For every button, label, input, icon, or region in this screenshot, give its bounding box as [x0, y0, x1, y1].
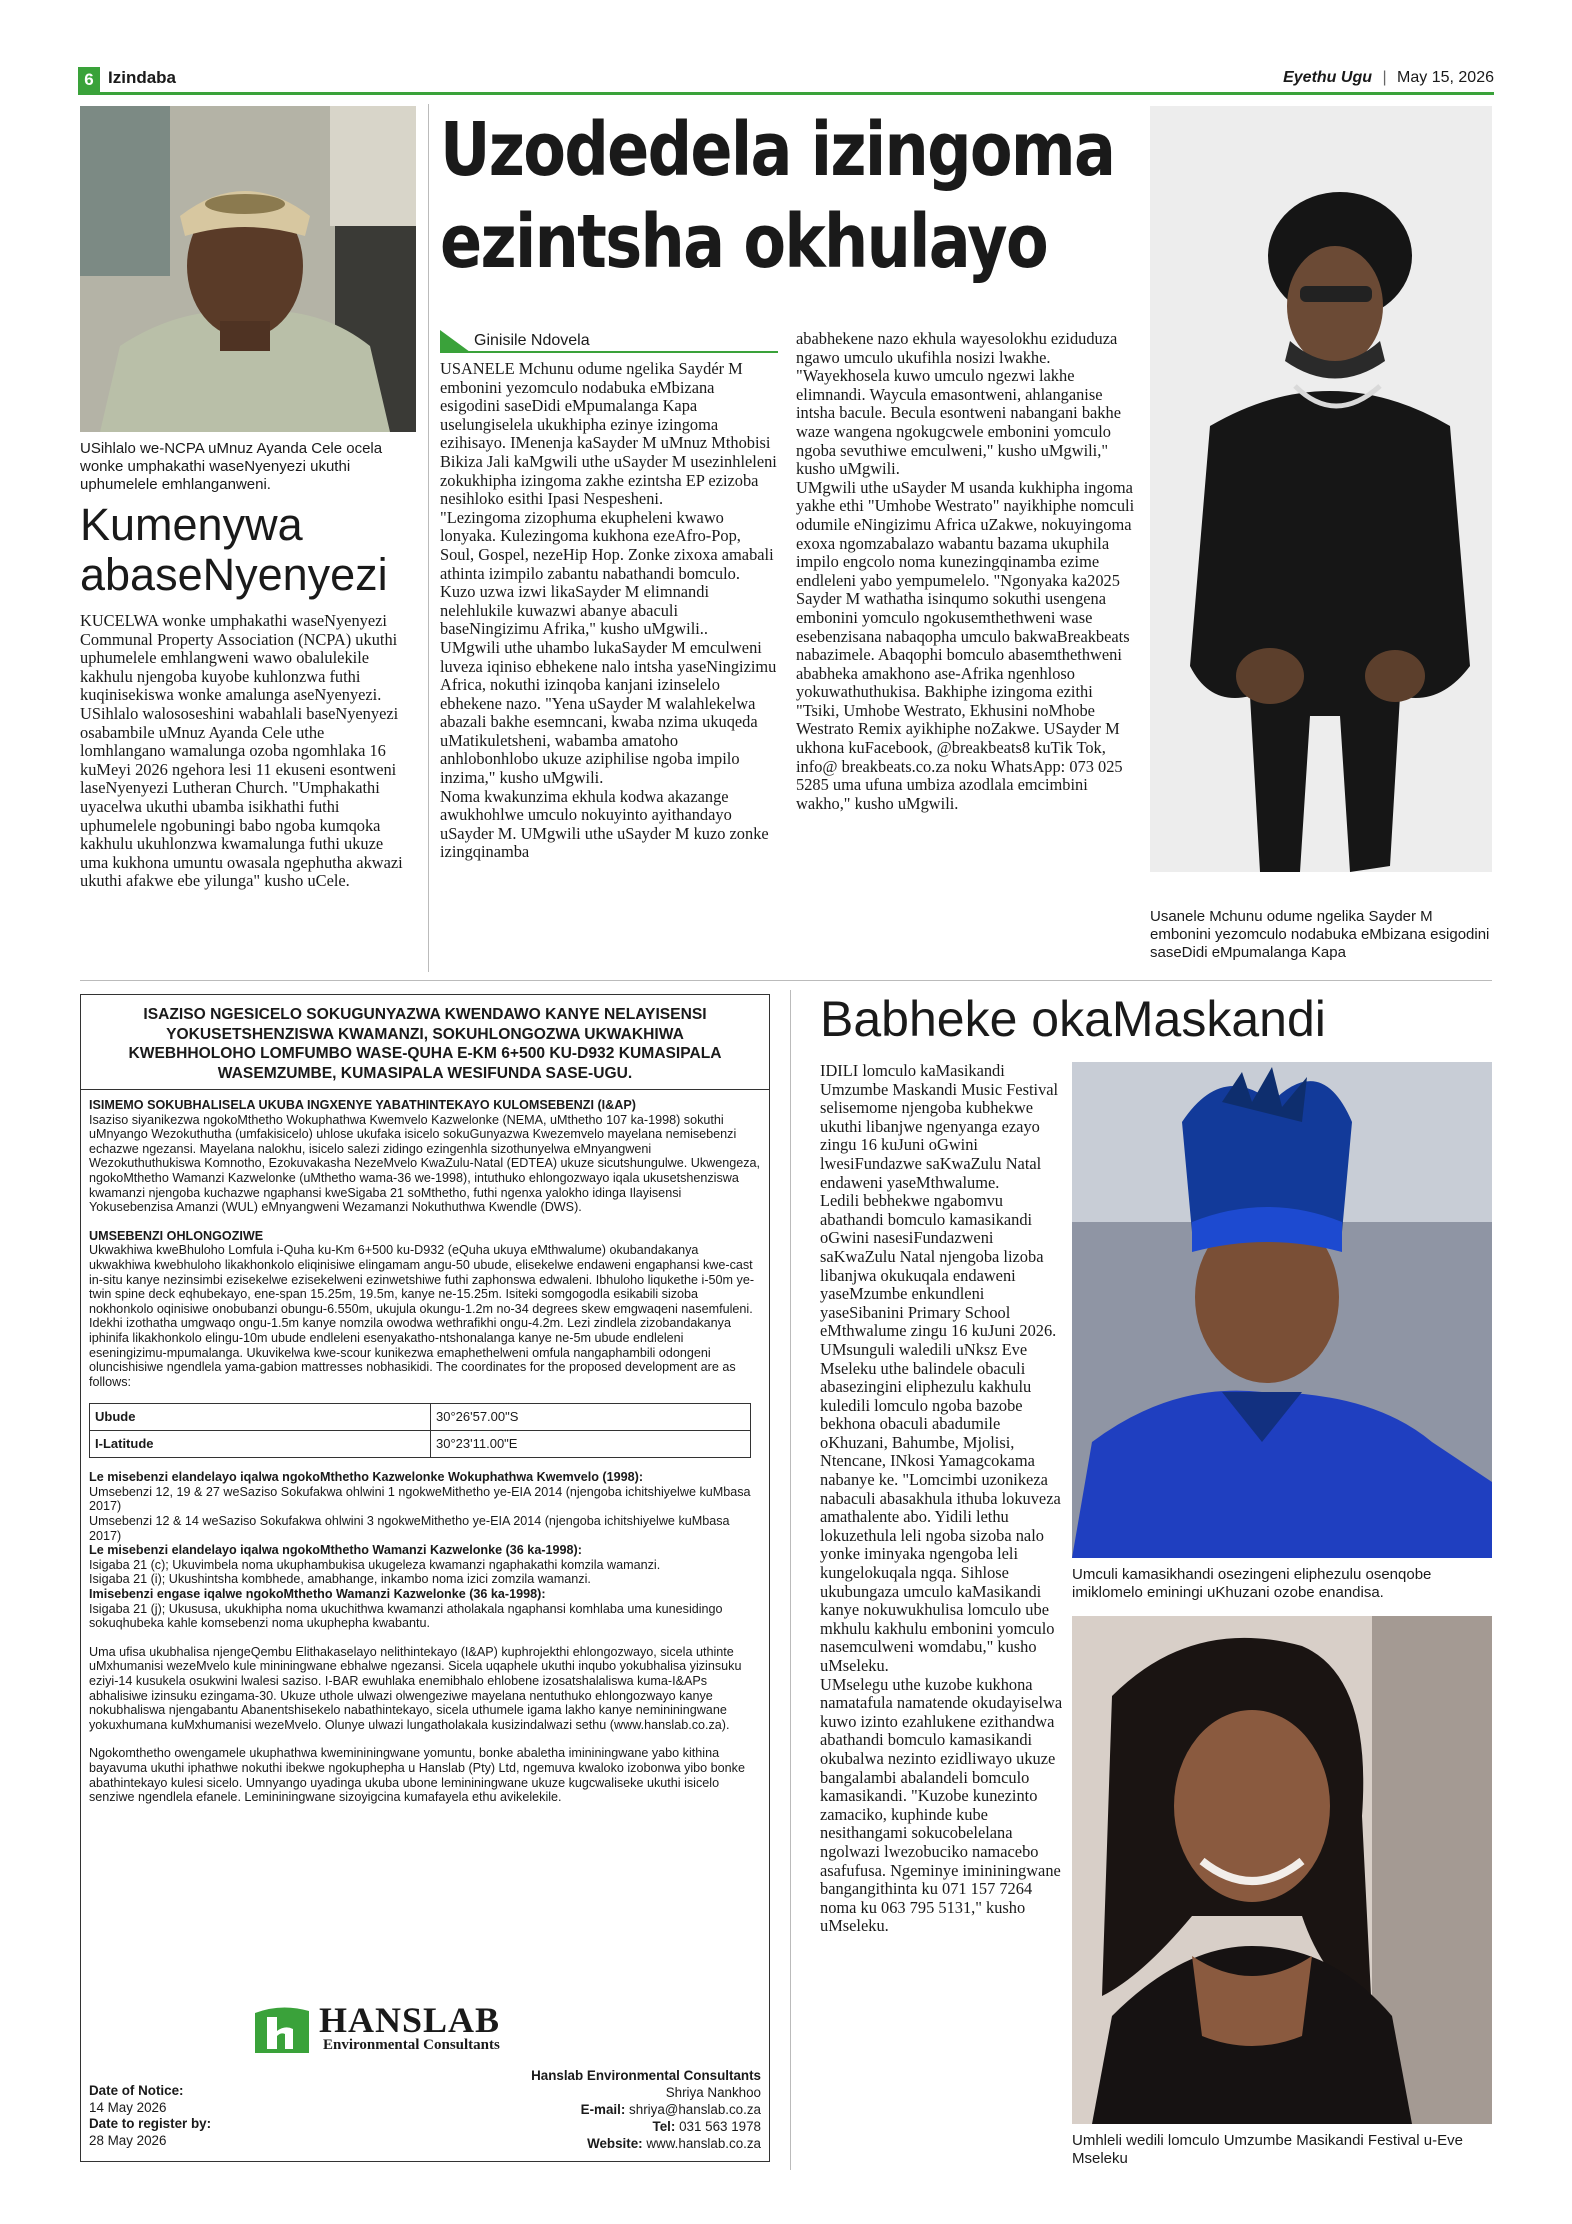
hanslab-logo-name: HANSLAB	[319, 2000, 501, 2040]
coordinates-row	[90, 1431, 751, 1458]
notice-box	[80, 994, 770, 2162]
coordinates-row	[90, 1404, 751, 1431]
byline: Ginisile Ndovela	[474, 332, 590, 349]
maskandi-headline: Babheke okaMaskandi	[820, 991, 1326, 1047]
hanslab-logo-tagline: Environmental Consultants	[323, 2037, 500, 2053]
hanslab-logo	[251, 2001, 571, 2059]
notice-heading-nema-activities: Le misebenzi elandelayo iqalwa ngokoMthetho Kazwelonke Wokuphathwa Kwemvelo (1998):	[89, 1470, 644, 1485]
coordinate-value: 30°23'11.00"E	[431, 1431, 751, 1458]
left-story-body: KUCELWA wonke umphakathi waseNyenyezi Communal Property Association (NCPA) ukuthi uphumelele emhlangweni wawo obalulekile kakhulu njengoba kuyobe kuhlonzwa futhi kuqinisekiswa wonke amalunga aseNyenyezi. USihlalo walososeshini wabahlali baseNyenyezi osabambile uMnuz Ayanda Cele uthe lomhlangano wamalunga ozoba ngomhlaka 16 kuMeyi 2026 ngehora lesi 11 ekuseni esontweni laseNyenyezi Lutheran Church. "Umphakathi uyacelwa ukuthi ubamba isikhathi futhi uphumelele ngobuningi babo ngoba kumqoka kakhulu ukuhlonzwa kwamalunga futhi ukuze uma kukhona umuntu owasala ngephutha akwazi ukuthi afakwe ebe yilunga" kusho uCele.	[80, 611, 403, 891]
column-divider-1	[428, 104, 429, 972]
horizontal-divider	[80, 980, 1492, 981]
tel-value: 031 563 1978	[679, 2119, 761, 2134]
khuzani-photo-caption: Umculi kamasikhandi osezingeni eliphezulu osenqobe imiklomelo eminingi uKhuzani ozobe enandisa.	[1072, 1566, 1432, 1601]
website-value: www.hanslab.co.za	[646, 2136, 761, 2151]
publication-date	[1283, 69, 1494, 87]
notice-heading-potential: Imisebenzi engase iqalwe ngokoMthetho Wamanzi Kazwelonke (36 ka-1998):	[89, 1587, 546, 1602]
byline-triangle	[440, 330, 470, 352]
khuzani-photo	[1072, 1062, 1492, 1558]
notice-heading-nwa: Le misebenzi elandelayo iqalwa ngokoMthetho Wamanzi Kazwelonke (36 ka-1998):	[89, 1543, 582, 1558]
main-story-col2: ababhekene nazo ekhula wayesolokhu eziduduza ngawo umculo ukufihla nosizi lwakhe. "Wayekhosela kuwo umculo ngezwi lakhe elimnandi. Waycula emasontweni, ahlanganise intsha bacule. Becula esontweni nabangani bakhe waze wangena ngokugcwele embonini yomculo ngoba sevuthiwe emculweni," kusho uMgwili," kusho uMgwili. UMgwili uthe uSayder M usanda kukhipha ingoma yakhe ethi "Umhobe Westrato" nayikhiphe nomculi odumile eNingizimu Africa uZakwe, nokuyingoma exoxa ngomzabalazo wabantu bazama ukuphila impilo engcolo noma kunezingqinamba ezime endleleni yabo yempumelelo. "Ngonyaka ka2025 Sayder M wathatha isinqumo sokuthi usengena embonini yomculo ngokusemthethweni wase esebenzisana nabaqopha umculo bakwaBreakbeats nabazimele. Abaqophi bomculo abasemthethweni ababheka amakhono ase-Afrika ngenhloso yokuwathuthukisa. Bakhiphe izingoma ezithi "Tsiki, Umhobe Westrato, Ekhusini noMhobe Westrato Remix ayikhiphe noZakwe. USayder M ukhona kuFacebook, @breakbeats8 kuTik Tok, info@ breakbeats.co.za noku WhatsApp: 073 025 5285 uma ufuna umbiza azodlala emcimbini wakho," kusho uMgwili.	[796, 329, 1135, 813]
main-headline-line1: Uzodedela izingoma	[440, 107, 1115, 193]
notice-paragraph-bridge: Ukwakhiwa kweBhuloho Lomfula i-Quha ku-Km 6+500 ku-D932 (eQuha ukuya eMthwalume) okubandakanya ukwakhiwa kwebhuloho likakhonkolo eliqinisiwe elingamam angu-50 ubude, elisekelwe endaweni engaphansi kwe-cast in-situ kanye nezinsimbi ezisekelwe ezisekelweni ezinwetshiwe futhi zaphonswa edwaleni. Ibhuloho liqukethe i-50m ye-twin spine deck eqhubekayo, ene-span 15.25m, 19.5m, kanye ne-15.25m. Isiteki somgogodla esikabili sizoba nokhonkolo oqinisiwe onobubanzi obungu-6.550m, ukujula okungu-1.2m no-34 degrees skew emgwaqeni nasemfuleni. Idekhi izothatha umgwaqo ongu-1.5m kanye nomzila owodwa wethrafikhi ongu-4.2m. Lezi zindlela zizobandakanya iphinifa likakhonkolo elingu-10m ubude endleleni esenyakatho-ntshonalanga kanye ne-5m ubude endleleni eseningizimu-mpumalanga. Ukuvikelwa kwe-scour kunikezwa emaphethelweni omfula nangaphambili odongeni oluncishisiwe ngendlela yama-gabion mattresses nobhasikidi. The coordinates for the proposed development are as follows:	[89, 1243, 755, 1389]
maskandi-story-body: IDILI lomculo kaMasikandi Umzumbe Maskandi Music Festival selisemome njengoba kubhekwe ukuthi libanjwe ngenyanga ezayo zingu 16 kuJuni oGwini lwesiFundazwe saKwaZulu Natal endaweni yaseMthwalume. Ledili bebhekwe ngabomvu abathandi bomculo kamasikandi oGwini nasesiFundazweni saKwaZulu Natal njengoba lizoba libanjwa okukuqala endaweni yaseMzumbe enkundleni yaseSibanini Primary School eMthwalume zingu 16 kuJuni 2026. UMsunguli waledili uNksz Eve Mseleku uthe balindele obaculi abasezingini eliphezulu kakhulu kuledili lomculo ngoba bazobe bekhona obaculi abadumile oKhuzani, Bahumbe, Mjolisi, Ntencane, INkosi Yamagcokama nabanye ke. "Lomcimbi uzonikeza nabaculi abasakhula ithuba lokuveza amathalente abo. Yidili lethu lokuzethula leli ngoba sizoba nalo yonke iminyaka ngengoba leli kungelokuqala ngqa. Sihlose ukubungaza umculo kaMasikandi kanye nokuwukhulisa lomculo ube mkhulu kakhulu embonini yomculo nasemculweni womdabu," kusho uMseleku. UMselegu uthe kuzobe kukhona namatafula namatende okudayiselwa kuwo izinto ezahlukene ezithandwa abathandi bomculo kamasikandi okubalwa nezinto ezidliwayo ukuze bangalambi abalandeli bomculo kamasikandi. "Kuzobe kunezinto zamaciko, kuphinde kube nesithangami sokucobelelana ngolwazi lwezobuciko namacebo asafufusa. Ngeminye imininingwane bangangithinta ku 071 157 7264 noma ku 063 795 5131," kusho uMseleku.	[820, 1061, 1063, 1936]
notice-heading-activity: UMSEBENZI OHLONGOZIWE	[89, 1228, 264, 1243]
section-name: Izindaba	[108, 68, 177, 87]
main-story-col1: USANELE Mchunu odume ngelika Saydér M embonini yezomculo nodabuka eMbizana esigodini saseDidi eMpumalanga Kapa uselungiselela ukukhipha ezinye izingoma ezihisayo. IMenenja kaSayder M uMnuz Mthobisi Bikiza Jali kaMgwili uthe uSayder M usezinhleleni zokukhipha izingoma zakhe ezintsha EP ezizoba nesihloko esithi Ipasi Nespesheni. "Lezingoma zizophuma ekupheleni kwawo lonyaka. Kulezingoma kukhona ezeAfro-Pop, Soul, Gospel, nezeHip Hop. Zonke zixoxa amabali athinta izimpilo zabantu nabathandi bomculo. Kuzo uzwa izwi likaSayder M elimnandi nelehlukile kuwazwi abanye abaculi baseNingizimu Afrika," kusho uMgwili.. UMgwili uthe uhambo lukaSayder M emculweni luveza iqiniso ebhekene nalo intsha yaseNingizimu Africa, nokuthi izinqoba kanjani izinselelo ebhekene nazo. "Yena uSayder M walahlekelwa abazali bakhe esemncani, kwaba nzima ukuqeda uMatikuletsheni, wabamba amatoho anhlobonhlobo ukuze aziphilise ngoba impilo inzima," kusho uMgwili. Noma kwakunzima ekhula kodwa akazange awukhohlwe umculo nokuyinto ayithandayo uSayder M. UMgwili uthe uSayder M kuzo zonke izingqinamba	[440, 359, 777, 862]
coordinate-label: Ubude	[90, 1404, 431, 1431]
notice-paragraph-section21j: Isigaba 21 (j); Ukususa, ukukhipha noma ukuchithwa kwamanzi atholakala ngaphansi komhlaba uma kunesidingo sokuqhubeka kahle komsebenzi noma ukuphepha kwabantu.	[89, 1601, 723, 1631]
contact-email	[421, 2101, 761, 2118]
notice-paragraph-register: Uma ufisa ukubhalisa njengeQembu Elithakaselayo nelithintekayo (I&AP) kuphrojekthi ehlongozwayo, sicela uthinte uMxhumanisi wezeMvelo kule mininingwane ebhalwe ngezansi. Sicela uqaphele ukuthi inqubo yokubhalisa yizinsuku eziyi-14 kusukela osukwini lwalesi saziso. I-BAR ewuhlaka enemibhalo ehlobene izosatshalaliswa kuma-I&APs abhalisiwe izinsuku ezingama-30. Ukuze uthole ulwazi olwengeziwe mayelana nentuthuko ehlongozwayo kanye nokubhaliswa njengabantu Abanentshisekelo nabathintekayo, sicela uthumele igama lakho kanye nemininingwane yokuxhumana kuMxhumanisi wezeMvelo. Olunye ulwazi lungatholakala kusizindalwazi sethu (www.hanslab.co.za).	[89, 1644, 742, 1732]
notice-paragraph-privacy: Ngokomthetho owengamele ukuphathwa kwemininingwane yomuntu, bonke abaletha imininingwane yabo kithina bayavuma ukuthi iphathwe nokuthi ibekwe ngokuphepha u Hanslab (Pty) Ltd, ngemuva kwaloko izobonwa yibo bonke abathintekayo kulesi sicelo. Umnyango uyadinga ukuba ubone lemininingwane ukuze kugcwaliseke ukuthi isicelo senziwe ngendlela efanele. Lemininingwane sizoyigcina kumafayela ethu avikelekile.	[89, 1746, 745, 1805]
hanslab-logo-mark	[251, 2003, 313, 2057]
website-label: Website:	[587, 2136, 643, 2151]
byline-rule	[440, 351, 778, 353]
notice-heading-iap: ISIMEMO SOKUBHALISELA UKUBA INGXENYE YABATHINTEKAYO KULOMSEBENZI (I&AP)	[89, 1098, 636, 1112]
date-to-register-label: Date to register by:	[89, 2116, 212, 2131]
main-headline-line2: ezintsha okhulayo	[440, 199, 1048, 285]
coordinate-label: I-Latitude	[90, 1431, 431, 1458]
cele-photo-caption: USihlalo we-NCPA uMnuz Ayanda Cele ocela wonke umphakathi waseNyenyezi ukuthi uphumelele emhlanganweni.	[80, 440, 383, 493]
notice-title-rule	[81, 1089, 769, 1090]
notice-paragraph-eia: Umsebenzi 12, 19 & 27 weSaziso Sokufakwa ohlwini 1 ngokweMithetho ye-EIA 2014 (njengoba ichitshiyelwe kuMbasa 2017) Umsebenzi 12 & 14 weSaziso Sokufakwa ohlwini 3 ngokweMithetho ye-EIA 2014 (njengoba ichitshiyelwe kuMbasa 2017)	[89, 1484, 751, 1543]
email-label: E-mail:	[580, 2102, 626, 2117]
date-to-register: 28 May 2026	[89, 2132, 167, 2148]
notice-paragraph-nema: Isaziso siyanikezwa ngokoMthetho Wokuphathwa Kwemvelo Kazwelonke (NEMA, uMthetho 107 ka-1998) sokuthi uMnyango Wezokuthutha (umfakisicelo) uhlose ukufaka isicelo sokuGunyazwa Kwezemvelo mayelana nemisebenzi echazwe ngezansi. Mayelana nalokhu, isicelo salezi zidingo ezingenhla sizothunyelwa eMnyangweni Wezokuthuthukiswa Komnotho, Ezokuvakasha NezeMvelo KwaZulu-Natal (EDTEA) ukuze sicutshungulwe. Ukwengeza, ngokoMthetho Wamanzi Kazwelonke (uMthetho wama-36 we-1998), intuthuko ehlongozwayo iqala ukusetshenziswa kwamanzi njengoba kuchazwe ngaphansi kweSigaba 21 soMthetho, futhi ngenxa yalokho idinga Ilayisensi Yokusebenzisa Amanzi (WUL) eMnyangweni Wezamanzi Nokuthuthwa Kwendle (DWS).	[89, 1112, 761, 1215]
mseleku-photo-caption: Umhleli wedili lomculo Umzumbe Masikandi Festival u-Eve Mseleku	[1072, 2132, 1463, 2167]
sayder-photo	[1150, 106, 1492, 872]
notice-paragraph-section21: Isigaba 21 (c); Ukuvimbela noma ukuphambukisa ukugeleza kwamanzi ngaphakathi komzila wamanzi. Isigaba 21 (i); Ukushintsha kombhede, amabhange, inkambo noma izici zomzila wamanzi.	[89, 1557, 661, 1587]
issue-date: May 15, 2026	[1397, 69, 1494, 86]
notice-title: ISAZISO NGESICELO SOKUGUNYAZWA KWENDAWO KANYE NELAYISENSI YOKUSETSHENZISWA KWAMANZI, SOKUHLONGOZWA UKWAKHIWA KWEBHHOLOHO LOMFUMBO WASE-QUHA E-KM 6+500 KU-D932 KUMASIPALA WASEMZUMBE, KUMASIPALA WESIFUNDA SASE-UGU.	[128, 1006, 722, 1082]
contact-name: Shriya Nankhoo	[665, 2085, 761, 2100]
left-headline: Kumenywa abaseNyenyezi	[80, 499, 388, 600]
coordinates-table	[89, 1403, 751, 1458]
company-name: Hanslab Environmental Consultants	[531, 2068, 761, 2083]
date-of-notice: 14 May 2026	[89, 2099, 167, 2115]
mseleku-photo	[1072, 1616, 1492, 2124]
header-divider: |	[1382, 69, 1387, 86]
date-of-notice-label: Date of Notice:	[89, 2083, 184, 2098]
cele-photo	[80, 106, 416, 432]
header-rule	[78, 92, 1494, 95]
email-value: shriya@hanslab.co.za	[629, 2102, 761, 2117]
tel-label: Tel:	[652, 2119, 676, 2134]
sayder-photo-caption: Usanele Mchunu odume ngelika Sayder M embonini yezomculo nodabuka eMbizana esigodini saseDidi eMpumalanga Kapa	[1150, 908, 1490, 961]
notice-dates	[89, 2083, 349, 2149]
notice-body	[89, 1098, 761, 1805]
contact-tel	[421, 2118, 761, 2135]
main-headline	[440, 104, 1115, 288]
column-divider-2	[790, 990, 791, 2170]
contact-website	[421, 2135, 761, 2152]
byline-bar	[440, 330, 778, 352]
coordinate-value: 30°26'57.00"S	[431, 1404, 751, 1431]
page-number-badge: 6	[78, 67, 100, 93]
publication-name: Eyethu Ugu	[1283, 69, 1372, 86]
notice-contact	[421, 2067, 761, 2152]
